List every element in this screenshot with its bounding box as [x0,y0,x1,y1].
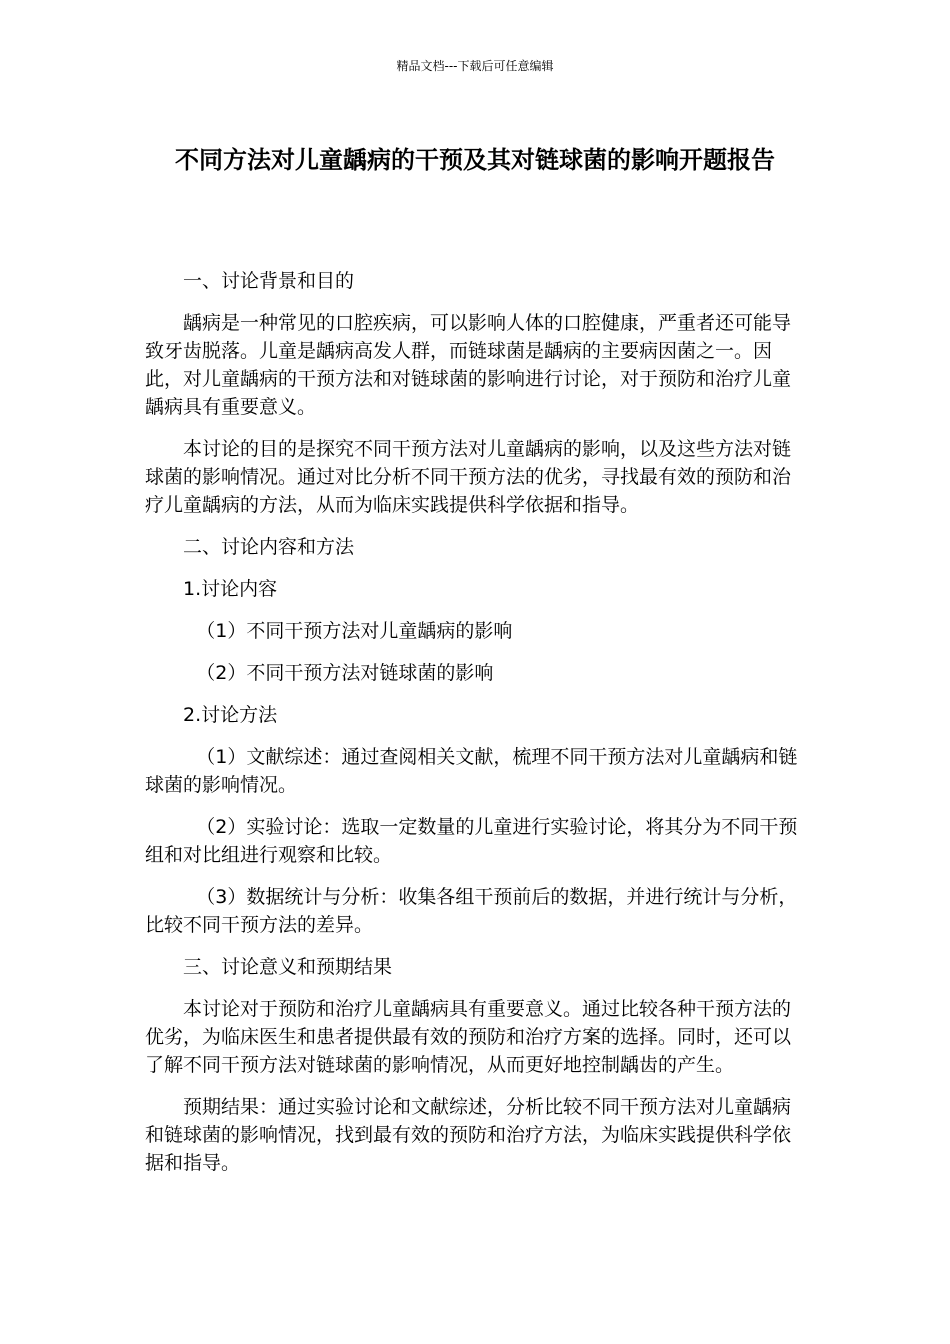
paragraph-expected-results: 预期结果：通过实验讨论和文献综述，分析比较不同干预方法对儿童龋病和链球菌的影响情况，找到最有效的预防和治疗方法，为临床实践提供科学依据和指导。 [145,1096,792,1174]
list-item-content-2: （2）不同干预方法对链球菌的影响 [196,662,494,684]
paragraph-background: 龋病是一种常见的口腔疾病，可以影响人体的口腔健康，严重者还可能导致牙齿脱落。儿童是龋病高发人群，而链球菌是龋病的主要病因菌之一。因此，对儿童龋病的干预方法和对链球菌的影响进行讨论，对于预防和治疗儿童龋病具有重要意义。 [145,312,792,418]
subheading-content: 1.讨论内容 [183,578,278,600]
section-heading-background: 一、讨论背景和目的 [183,270,355,292]
page-header: 精品文档---下载后可任意编辑 [396,59,554,73]
list-item-content-1: （1）不同干预方法对儿童龋病的影响 [196,620,513,642]
paragraph-purpose: 本讨论的目的是探究不同干预方法对儿童龋病的影响，以及这些方法对链球菌的影响情况。通过对比分析不同干预方法的优劣，寻找最有效的预防和治疗儿童龋病的方法，从而为临床实践提供科学依据和指导。 [145,438,792,516]
subheading-method: 2.讨论方法 [183,704,278,726]
section-heading-significance: 三、讨论意义和预期结果 [183,956,393,978]
paragraph-significance: 本讨论对于预防和治疗儿童龋病具有重要意义。通过比较各种干预方法的优劣，为临床医生和患者提供最有效的预防和治疗方案的选择。同时，还可以了解不同干预方法对链球菌的影响情况，从而更好地控制龋齿的产生。 [145,998,792,1076]
document-body [145,267,805,1191]
list-item-method-3: （3）数据统计与分析：收集各组干预前后的数据，并进行统计与分析，比较不同干预方法的差异。 [145,886,798,936]
list-item-method-1: （1）文献综述：通过查阅相关文献，梳理不同干预方法对儿童龋病和链球菌的影响情况。 [145,746,798,796]
list-item-method-2: （2）实验讨论：选取一定数量的儿童进行实验讨论，将其分为不同干预组和对比组进行观察和比较。 [145,816,798,866]
section-heading-content-method: 二、讨论内容和方法 [183,536,355,558]
document-title: 不同方法对儿童龋病的干预及其对链球菌的影响开题报告 [175,146,775,174]
